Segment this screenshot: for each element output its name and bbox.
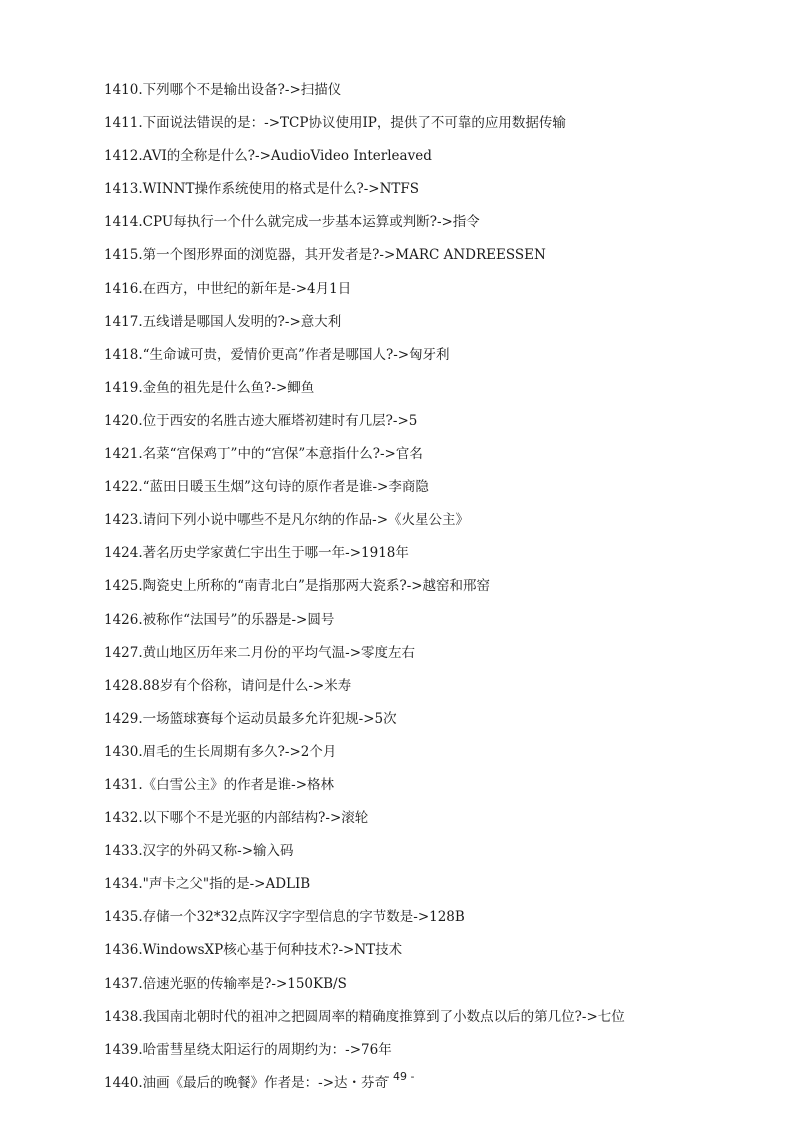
qa-item: 1438.我国南北朝时代的祖冲之把圆周率的精确度推算到了小数点以后的第几位?->七位 <box>104 1008 625 1025</box>
qa-item: 1437.倍速光驱的传输率是?->150KB/S <box>104 975 347 992</box>
qa-item: 1434."声卡之父"指的是->ADLIB <box>104 876 311 893</box>
qa-item: 1416.在西方，中世纪的新年是->4月1日 <box>104 280 352 297</box>
qa-item: 1435.存储一个32*32点阵汉字字型信息的字节数是->128B <box>104 909 465 926</box>
qa-item: 1431.《白雪公主》的作者是谁->格林 <box>104 776 335 793</box>
qa-item: 1436.WindowsXP核心基于何种技术?->NT技术 <box>104 942 403 959</box>
page-number: - 49 - <box>385 1070 415 1083</box>
qa-item: 1424.著名历史学家黄仁宇出生于哪一年->1918年 <box>104 545 409 562</box>
qa-item: 1414.CPU每执行一个什么就完成一步基本运算或判断?->指令 <box>104 214 480 231</box>
qa-item: 1418.“生命诚可贵，爱情价更高”作者是哪国人?->匈牙利 <box>104 346 450 363</box>
qa-item: 1426.被称作“法国号”的乐器是->圆号 <box>104 611 335 628</box>
qa-item: 1412.AVI的全称是什么?->AudioVideo Interleaved <box>104 148 432 165</box>
qa-item: 1440.油画《最后的晚餐》作者是：->达・芬奇 <box>104 1074 389 1091</box>
qa-item: 1411.下面说法错误的是：->TCP协议使用IP，提供了不可靠的应用数据传输 <box>104 115 566 132</box>
qa-item: 1432.以下哪个不是光驱的内部结构?->滚轮 <box>104 810 369 827</box>
qa-item: 1421.名菜“宫保鸡丁”中的“宫保”本意指什么?->官名 <box>104 446 423 463</box>
qa-item: 1428.88岁有个俗称，请问是什么->米寿 <box>104 677 352 694</box>
qa-item: 1415.第一个图形界面的浏览器，其开发者是?->MARC ANDREESSEN <box>104 247 546 264</box>
qa-item: 1410.下列哪个不是输出设备?->扫描仪 <box>104 82 342 98</box>
qa-item: 1417.五线谱是哪国人发明的?->意大利 <box>104 313 342 330</box>
qa-item: 1422.“蓝田日暖玉生烟”这句诗的原作者是谁->李商隐 <box>104 479 429 496</box>
qa-item: 1439.哈雷彗星绕太阳运行的周期约为：->76年 <box>104 1041 392 1058</box>
qa-item: 1419.金鱼的祖先是什么鱼?->鲫鱼 <box>104 379 315 396</box>
qa-item: 1433.汉字的外码又称->输入码 <box>104 843 294 860</box>
qa-list <box>104 80 784 1106</box>
qa-item: 1420.位于西安的名胜古迹大雁塔初建时有几层?->5 <box>104 412 418 429</box>
qa-item: 1429.一场篮球赛每个运动员最多允许犯规->5次 <box>104 710 397 727</box>
qa-item: 1425.陶瓷史上所称的“南青北白”是指那两大瓷系?->越窑和邢窑 <box>104 578 491 595</box>
qa-item: 1427.黄山地区历年来二月份的平均气温->零度左右 <box>104 644 416 661</box>
qa-item: 1413.WINNT操作系统使用的格式是什么?->NTFS <box>104 181 420 198</box>
qa-item: 1423.请问下列小说中哪些不是凡尔纳的作品->《火星公主》 <box>104 512 470 529</box>
qa-item: 1430.眉毛的生长周期有多久?->2个月 <box>104 743 337 760</box>
